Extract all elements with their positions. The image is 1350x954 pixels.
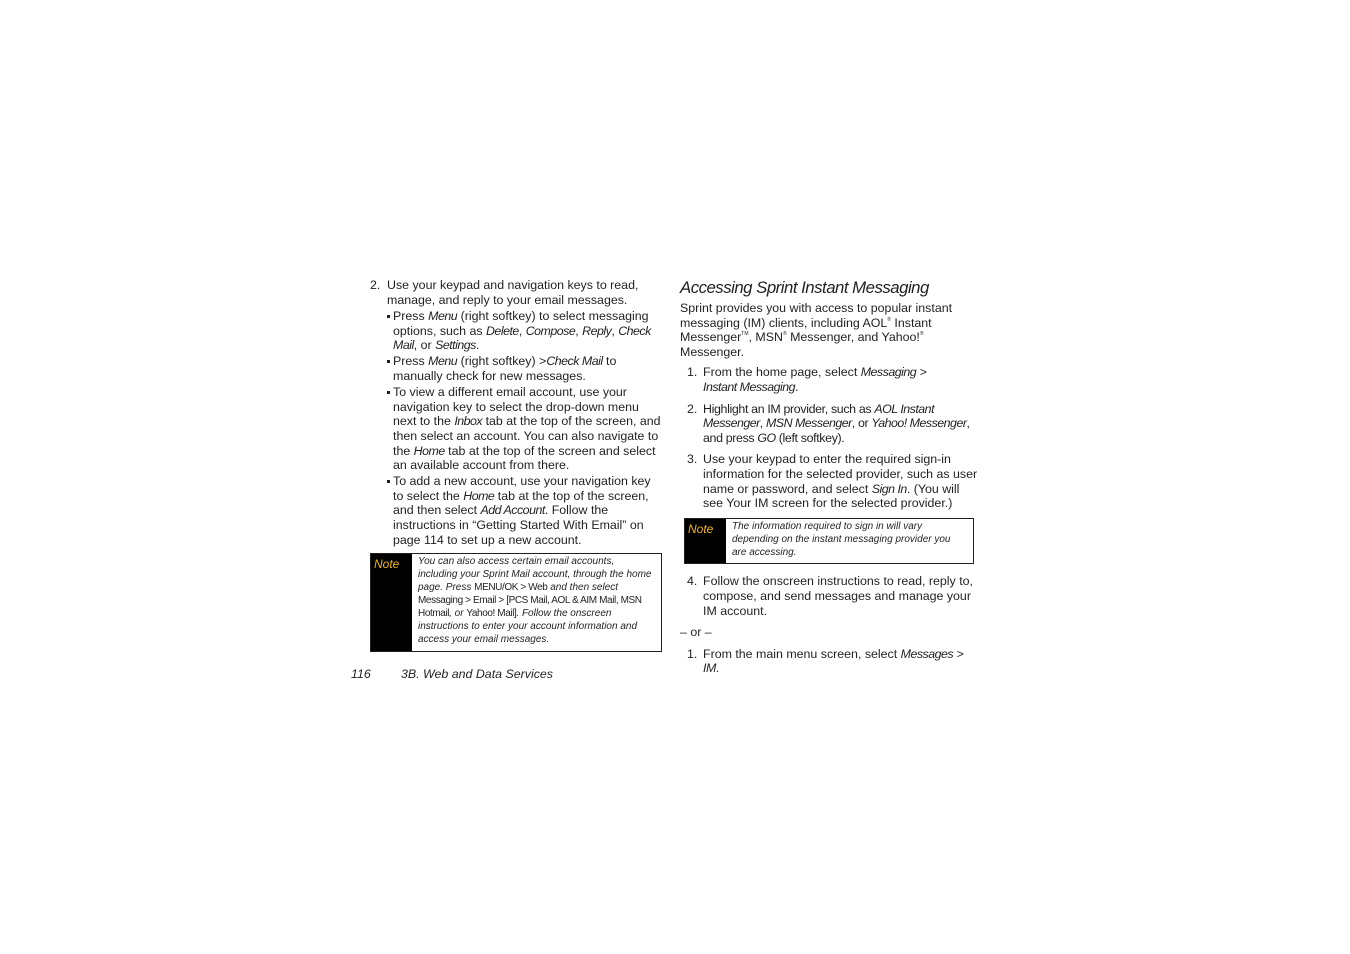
text: tab at the top of the screen, and then select an account. You can also navigate to the (393, 414, 661, 458)
text: , (759, 416, 766, 431)
text: . (You will see Your IM screen for the selected provider.) (703, 481, 960, 511)
text: To view a different email account, use your navigation key to select the drop-down menu next to the (393, 385, 639, 429)
im-label: IM (703, 661, 716, 676)
arrow-separator: > (518, 582, 529, 593)
text: Messenger, and Yahoo! (786, 330, 920, 345)
text: (left softkey). (775, 430, 845, 445)
bullet-add-account (387, 474, 662, 547)
menu-ok-label: MENU/OK (474, 582, 519, 593)
yahoo-label: Yahoo! Messenger (871, 416, 967, 431)
step-text (703, 402, 980, 446)
arrow-separator: > (462, 594, 473, 606)
text: (right softkey) (457, 354, 540, 369)
go-label: GO (757, 430, 776, 445)
menu-label: Menu (428, 309, 458, 324)
right-column (680, 278, 980, 683)
messaging-label: Messaging (860, 365, 917, 380)
text: (right softkey) to select messaging options, such as (393, 309, 649, 338)
text: You can also access certain email accounts, including your Sprint Mail account, through the home page. Press (418, 556, 652, 593)
step-number: 1. (687, 365, 698, 380)
note-text: The information required to sign in will vary depending on the instant messaging provider you are accessing. (732, 520, 951, 558)
reply-label: Reply (582, 323, 612, 338)
im-step-4 (680, 574, 980, 618)
note-label: Note (371, 554, 412, 650)
im-step-1 (680, 365, 980, 394)
im-step-3 (680, 452, 980, 510)
left-column (370, 278, 662, 652)
text: From the home page, select (703, 365, 861, 380)
page-footer (351, 667, 553, 681)
sign-in-label: Sign In (871, 481, 907, 496)
text: . Follow the onscreen instructions to enter your account information and access your email messages. (418, 607, 638, 645)
check-mail-label: Check Mail (546, 354, 603, 369)
text: , or (413, 338, 436, 353)
text: , (575, 323, 583, 338)
messages-label: Messages (900, 646, 954, 661)
step-text (703, 647, 980, 676)
text: Highlight an IM provider, such as (703, 401, 875, 416)
note-box-email (370, 553, 662, 651)
intro-paragraph (680, 301, 980, 359)
text: Press (393, 354, 429, 369)
text: Sprint provides you with access to popular instant messaging (IM) clients, including AOL (680, 301, 953, 330)
yahoo-mail-label: Yahoo! Mail] (466, 607, 517, 619)
bullet-view-account (387, 385, 662, 473)
registered-mark: ® (887, 316, 891, 323)
section-title: 3B. Web and Data Services (401, 667, 553, 681)
arrow-separator: > (495, 594, 507, 606)
add-account-label: Add Account (480, 503, 545, 518)
messaging-label: Messaging (418, 594, 463, 606)
step-number: 1. (687, 646, 698, 661)
or-separator: – or – (680, 625, 712, 640)
page-number: 116 (351, 667, 371, 681)
trademark-mark: TM (741, 331, 749, 338)
text: , or (449, 607, 467, 619)
web-label: Web (528, 582, 548, 593)
step-2-bullets (370, 309, 662, 547)
check-mail-label: Check Mail (393, 323, 651, 353)
settings-label: Settings (435, 338, 476, 353)
text: To add a new account, use your navigation key to select the (393, 474, 651, 503)
text: Instant Messenger (680, 315, 932, 345)
step-number: 4. (687, 574, 698, 589)
arrow-separator: > (953, 646, 964, 661)
text: , (611, 323, 619, 338)
step-number: 2. (370, 278, 381, 292)
inbox-label: Inbox (454, 414, 483, 429)
aol-label: AOL Instant Messenger (703, 401, 935, 431)
text: . (715, 661, 720, 676)
step-text: Follow the onscreen instructions to read, reply to, compose, and send messages and manage your IM account. (703, 574, 973, 618)
text: , and press (703, 416, 970, 445)
delete-label: Delete (485, 323, 519, 338)
menu-label: Menu (428, 354, 458, 369)
registered-mark: ® (919, 331, 924, 338)
text: . Follow the instructions in “Getting Started With Email” on page 114 to set up a new account. (393, 503, 644, 547)
msn-label: MSN Messenger (765, 416, 852, 431)
text: Messenger. (680, 344, 745, 359)
pcs-mail-label: [PCS Mail, AOL & AIM Mail, MSN Hotmail (418, 594, 642, 619)
text: Use your keypad to enter the required sign-in information for the selected provider, such as user name or password, and select (703, 452, 978, 496)
note-text (412, 554, 661, 650)
text: Press (393, 309, 429, 324)
text: . (475, 338, 480, 353)
step-number: 2. (687, 401, 698, 416)
section-heading: Accessing Sprint Instant Messaging (680, 278, 929, 297)
step-text (703, 365, 980, 394)
step-text (703, 452, 980, 510)
step-text: Use your keypad and navigation keys to read, manage, and reply to your email messages. (387, 278, 639, 307)
home-label: Home (413, 443, 445, 458)
text: , (518, 323, 526, 338)
text: to manually check for new messages. (393, 354, 617, 384)
text: tab at the top of the screen, and then select (393, 488, 649, 518)
step-2 (370, 278, 662, 307)
im-alt-step-1 (680, 647, 980, 676)
step-number: 3. (687, 452, 698, 467)
bullet-menu-options (387, 309, 662, 353)
arrow-separator: > (916, 365, 927, 380)
instant-messaging-label: Instant Messaging (703, 379, 796, 394)
bullet-check-mail (387, 354, 662, 383)
note-label: Note (685, 519, 726, 564)
note-box-im (684, 518, 974, 565)
text: . (795, 379, 799, 394)
arrow-separator: > (539, 354, 547, 369)
text: and then select (547, 582, 619, 593)
im-step-2 (680, 402, 980, 446)
home-label: Home (463, 488, 495, 503)
text: tab at the top of the screen and select an available account from there. (393, 443, 656, 473)
email-label: Email (472, 594, 496, 606)
text: From the main menu screen, select (703, 646, 901, 661)
text: , MSN (748, 330, 783, 345)
compose-label: Compose (525, 323, 576, 338)
text: , or (851, 416, 872, 431)
registered-mark: ® (782, 331, 787, 338)
